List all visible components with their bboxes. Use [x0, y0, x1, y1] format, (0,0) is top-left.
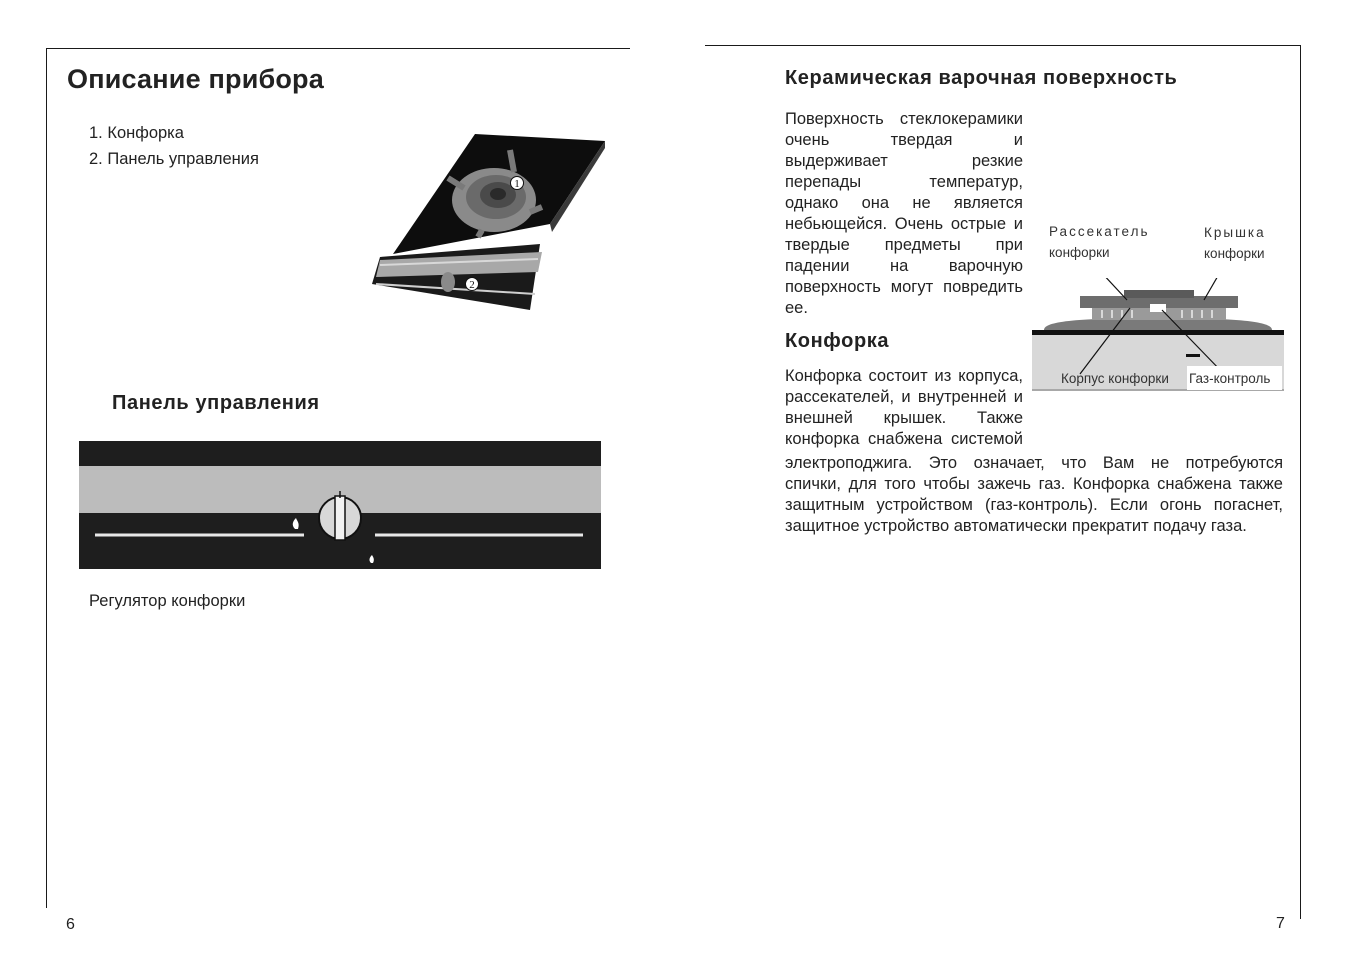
control-panel-heading: Панель управления	[112, 392, 320, 414]
page-number-left: 6	[66, 916, 75, 933]
cap-label-line1: Крышка	[1204, 225, 1266, 240]
text-line: перепады температур,	[785, 173, 1023, 191]
text-line: Конфорка состоит из корпуса,	[785, 367, 1023, 385]
text-line: защитное устройство автоматически прекратит подачу газа.	[785, 517, 1247, 535]
text-line: Поверхность стеклокерамики	[785, 110, 1023, 128]
glass-plate	[1032, 330, 1284, 335]
right-page-top-rule	[705, 45, 1301, 46]
grate-arm	[510, 150, 514, 172]
hob-illustration	[360, 112, 620, 327]
body-label: Корпус конфорки	[1061, 371, 1169, 386]
burner-center	[490, 188, 506, 200]
text-line: выдерживает резкие	[785, 152, 1023, 170]
ceramic-paragraph	[785, 109, 1023, 319]
text-line: твердые предметы при	[785, 236, 1023, 254]
text-line: однако она не является	[785, 194, 1023, 212]
knob	[441, 272, 455, 292]
text-line: электроподжига. Это означает, что Вам не потребуются	[785, 454, 1283, 472]
page-title: Описание прибора	[67, 64, 324, 94]
burner-heading: Конфорка	[785, 330, 890, 352]
grate-arm	[478, 230, 482, 237]
text-line: падении на варочную	[785, 257, 1023, 275]
gas-control-label: Газ-контроль	[1189, 371, 1271, 386]
burner-cap-shape	[1124, 290, 1194, 298]
list-item: 1. Конфорка	[89, 124, 184, 142]
text-line: внешней крышек. Также	[785, 409, 1023, 427]
text-line: поверхность могут повредить	[785, 278, 1023, 296]
control-panel-illustration	[79, 441, 601, 569]
text-line: защитным устройством (газ-контроль). Если огонь погаснет,	[785, 496, 1283, 514]
list-item: 2. Панель управления	[89, 150, 259, 168]
page-number-right: 7	[1276, 915, 1285, 932]
text-line: очень твердая и	[785, 131, 1023, 149]
left-page-side-rule	[46, 48, 47, 908]
spreader-label-line2: конфорки	[1049, 245, 1110, 260]
text-line: ее.	[785, 299, 808, 317]
cap-label-line2: конфорки	[1204, 246, 1265, 261]
text-line: рассекателей, и внутренней и	[785, 388, 1023, 406]
burner-paragraph-narrow	[785, 366, 1023, 450]
right-page-side-rule	[1300, 45, 1301, 919]
marker-2-text: 2	[469, 279, 475, 291]
parts-list	[89, 120, 259, 172]
spreader-label-line1: Рассекатель	[1049, 224, 1150, 239]
text-line: небьющейся. Очень острые и	[785, 215, 1023, 233]
marker-1-text: 1	[514, 178, 520, 190]
spreader-label	[1049, 221, 1150, 263]
cap-label	[1204, 222, 1266, 264]
text-line: конфорка снабжена системой	[785, 430, 1023, 448]
left-page-top-rule	[47, 48, 630, 49]
gas-control-mark	[1186, 354, 1200, 357]
burner-diagram	[1032, 218, 1284, 394]
knob-caption: Регулятор конфорки	[89, 592, 246, 610]
burner-paragraph-wide	[785, 453, 1283, 537]
ceramic-heading: Керамическая варочная поверхность	[785, 67, 1178, 89]
text-line: спички, для того чтобы зажечь газ. Конфорка снабжена также	[785, 475, 1283, 493]
